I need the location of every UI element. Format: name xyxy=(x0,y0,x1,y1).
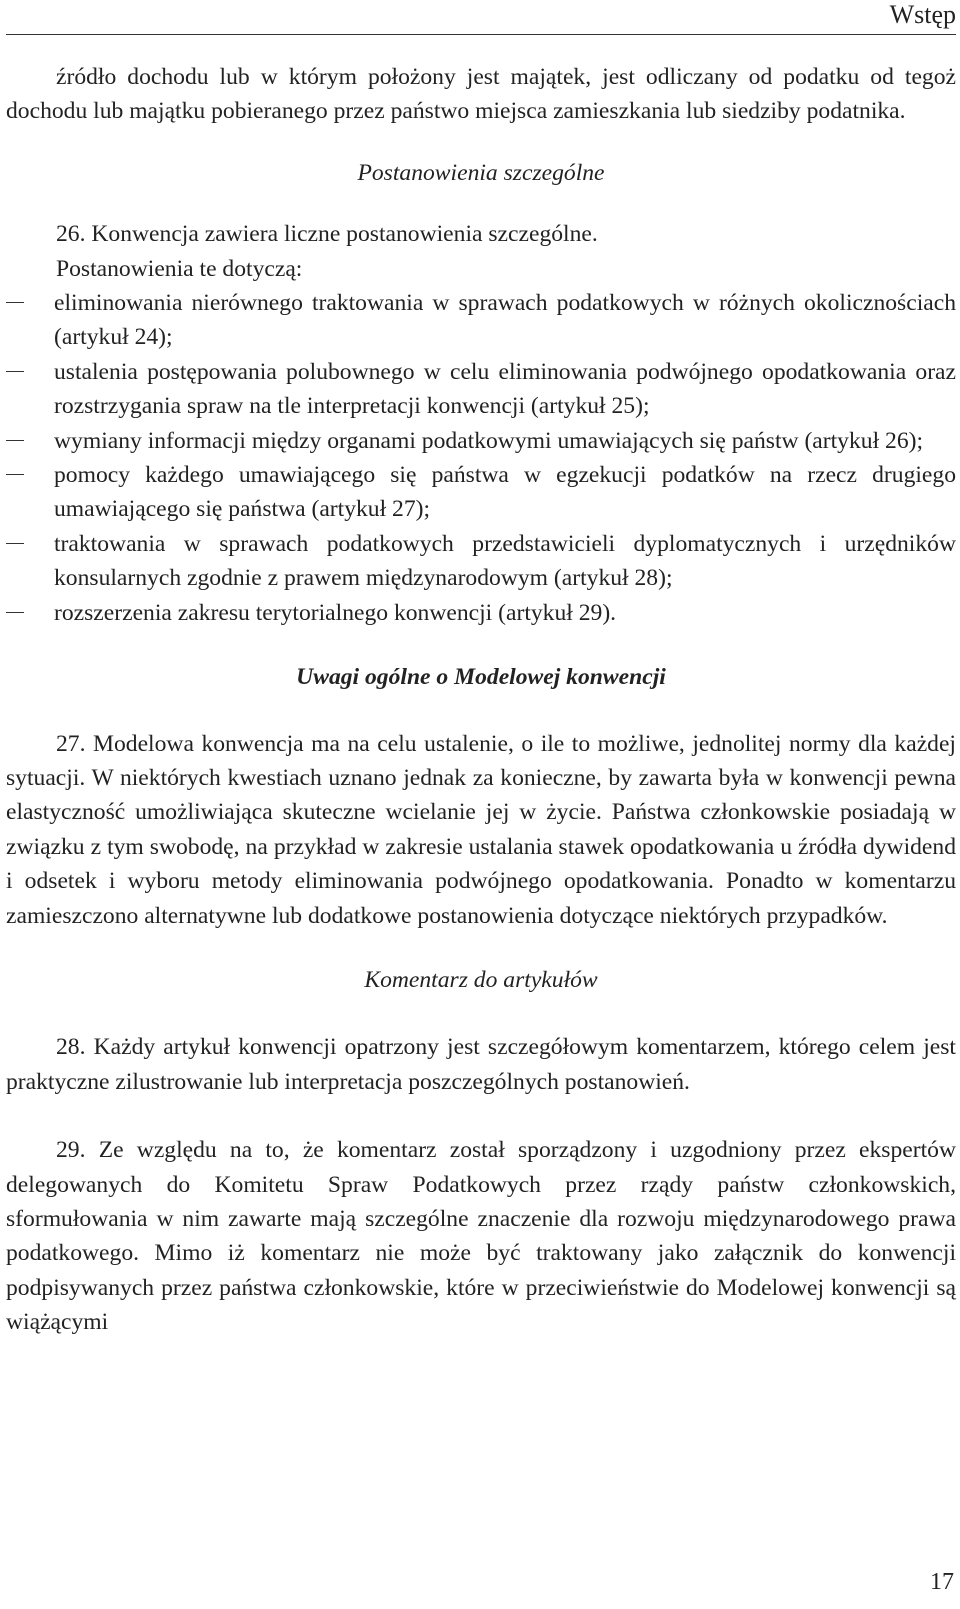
paragraph-27: 27. Modelowa konwencja ma na celu ustalenie, o ile to możliwe, jednolitej normy dla każdej sytuacji. W niektórych kwestiach uznano jednak za konieczne, by zawarta była w konwencji pewna elastyczność umożliwiająca skuteczne wcielanie jej w życie. Państwa członkowskie posiadają w związku z tym swobodę, na przykład w zakresie ustalania stawek opodatkowania u źródła dywidend i odsetek i wyboru metody eliminowania podwójnego opodatkowania. Ponadto w komentarzu zamieszczono alternatywne lub dodatkowe postanowienia dotyczące niektórych przypadków. xyxy=(6,730,956,929)
paragraph-28: 28. Każdy artykuł konwencji opatrzony jest szczegółowym komentarzem, którego celem jest praktyczne zilustrowanie lub interpretacja poszczególnych postanowień. xyxy=(6,1034,956,1095)
list-item: wymiany informacji między organami podatkowymi umawiających się państw (artykuł 26); xyxy=(6,424,956,458)
intro-paragraph: źródło dochodu lub w którym położony jest majątek, jest odliczany od podatku od tegoż dochodu lub majątku pobieranego przez państwo miejsca zamieszkania lub siedziby podatnika. xyxy=(6,64,956,125)
dash-bullet xyxy=(6,440,24,441)
provisions-list xyxy=(6,286,956,630)
list-item: ustalenia postępowania polubownego w celu eliminowania podwójnego opodatkowania oraz rozstrzygania spraw na tle interpretacji konwencji (artykuł 25); xyxy=(6,355,956,424)
page-number: 17 xyxy=(930,1569,954,1595)
section-heading-postanowienia: Postanowienia szczególne xyxy=(357,159,605,186)
dash-bullet xyxy=(6,612,24,613)
dash-bullet xyxy=(6,474,24,475)
paragraph-26-line2: Postanowienia te dotyczą: xyxy=(56,255,303,282)
dash-bullet xyxy=(6,543,24,544)
paragraph-29: 29. Ze względu na to, że komentarz został sporządzony i uzgodniony przez ekspertów delegowanych do Komitetu Spraw Podatkowych przez rządy państw członkowskich, sformułowania w nim zawarte mają szczególne znaczenie dla rozwoju międzynarodowego prawa podatkowego. Mimo iż komentarz nie może być traktowany jako załącznik do konwencji podpisywanych przez państwa członkowskie, które w przeciwieństwie do Modelowej konwencji są wiążącymi xyxy=(6,1137,956,1336)
dash-bullet xyxy=(6,302,24,303)
page-content xyxy=(6,60,956,1340)
section-heading-komentarz: Komentarz do artykułów xyxy=(364,966,598,993)
list-item: eliminowania nierównego traktowania w sprawach podatkowych w różnych okolicznościach (artykuł 24); xyxy=(6,286,956,355)
list-item: traktowania w sprawach podatkowych przedstawicieli dyplomatycznych i urzędników konsularnych zgodnie z prawem międzynarodowym (artykuł 28); xyxy=(6,527,956,596)
dash-bullet xyxy=(6,371,24,372)
list-item: rozszerzenia zakresu terytorialnego konwencji (artykuł 29). xyxy=(6,596,956,630)
list-item: pomocy każdego umawiającego się państwa w egzekucji podatków na rzecz drugiego umawiającego się państwa (artykuł 27); xyxy=(6,458,956,527)
section-heading-uwagi: Uwagi ogólne o Modelowej konwencji xyxy=(296,664,666,691)
running-header-title: Wstęp xyxy=(889,0,956,29)
paragraph-26-line1: 26. Konwencja zawiera liczne postanowienia szczególne. xyxy=(56,221,598,248)
header-rule xyxy=(6,34,956,35)
paragraph-gap xyxy=(6,1099,956,1133)
